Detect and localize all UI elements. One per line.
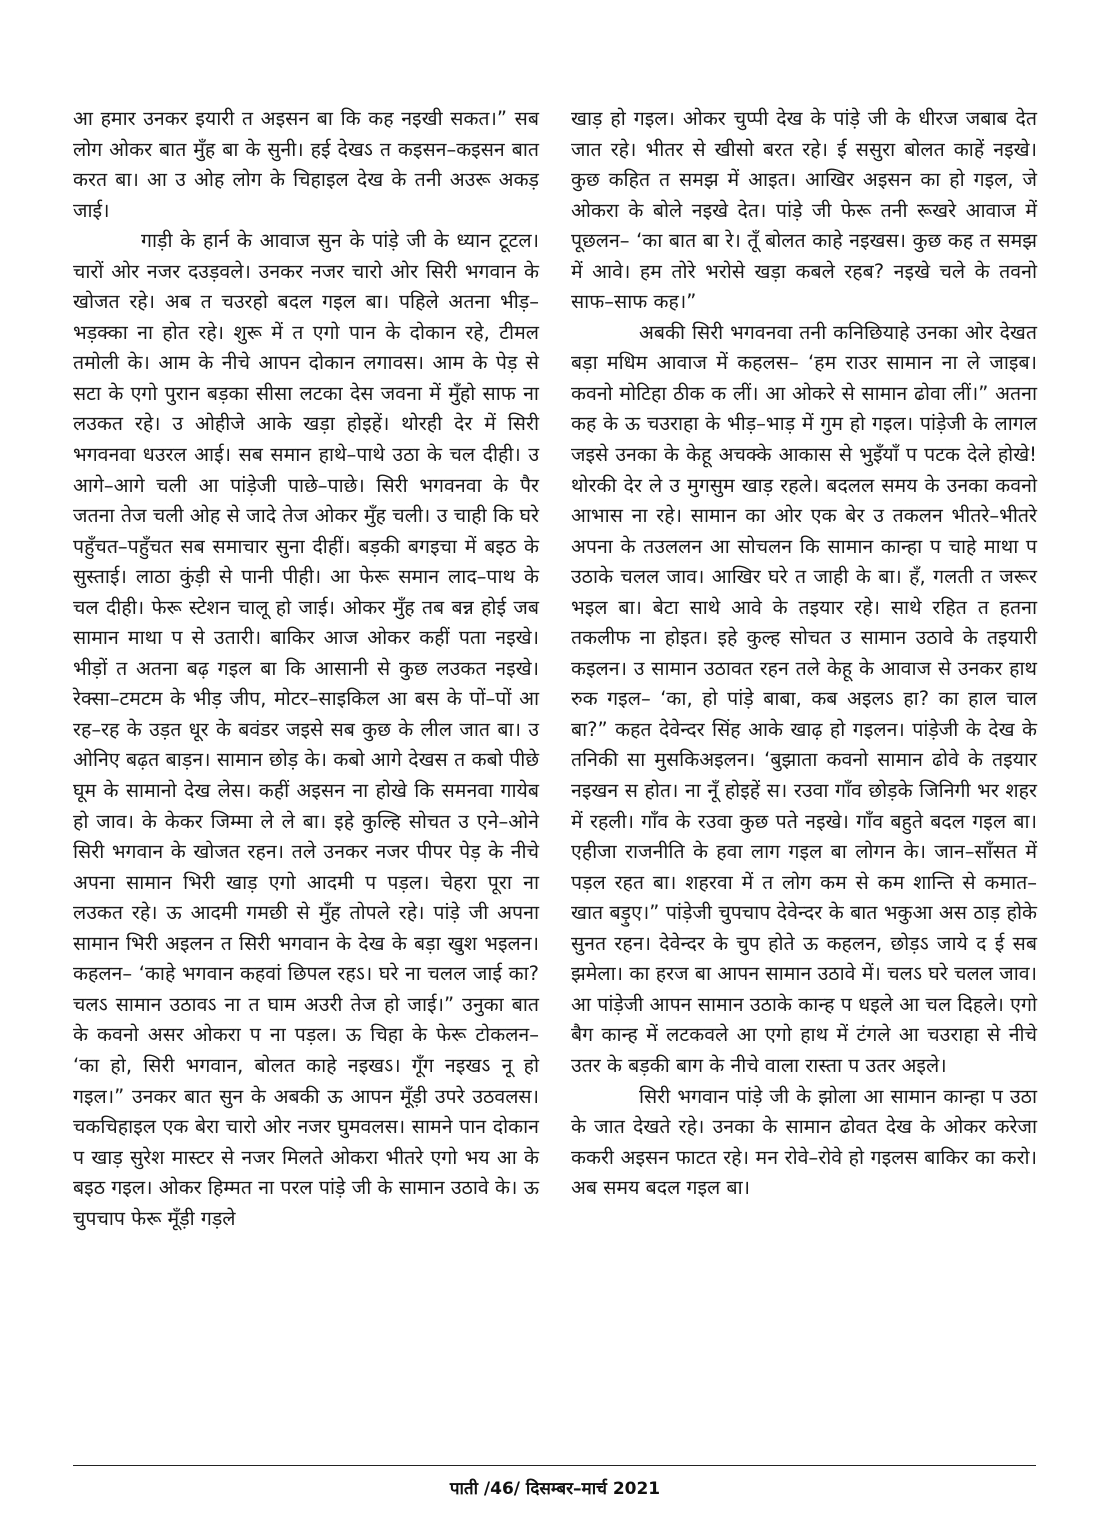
left-text-column (73, 104, 539, 1234)
paragraph: सिरी भगवान पांड़े जी के झोला आ सामान कान्हा प उठा के जात देखते रहे। उनका के सामान ढोवत देख के ओकर करेजा ककरी अइसन फाटत रहे। मन रोवे–रोवे हो गइलस बाकिर का करो। अब समय बदल गइल बा। (571, 1084, 1037, 1200)
paragraph: गाड़ी के हार्न के आवाज सुन के पांड़े जी के ध्यान टूटल। चारों ओर नजर दउड़वले। उनकर नजर चारो ओर सिरी भगवान के खोजत रहे। अब त चउरहो बदल गइल बा। पहिले अतना भीड़–भड़क्का ना होत रहे। शुरू में त एगो पान के दोकान रहे, टीमल तमोली के। आम के नीचे आपन दोकान लगावस। आम के पेड़ से सटा के एगो पुरान बड़का सीसा लटका देस जवना में मुँहो साफ ना लउकत रहे। उ ओहीजे आके खड़ा होइहें। थोरही देर में सिरी भगवनवा धउरल आई। सब समान हाथे–पाथे उठा के चल दीही। उ आगे–आगे चली आ पांड़ेजी पाछे–पाछे। सिरी भगवनवा के पैर जतना तेज चली ओह से जादे तेज ओकर मुँह चली। उ चाही कि घरे पहुँचत–पहुँचत सब समाचार सुना दीहीं। बड़की बगइचा में बइठ के सुस्ताई। लाठा कुंड़ी से पानी पीही। आ फेरू समान लाद–पाथ के चल दीही। फेरू स्टेशन चालू हो जाई। ओकर मुँह तब बन्न होई जब सामान माथा प से उतारी। बाकिर आज ओकर कहीं पता नइखे। भीड़ों त अतना बढ़ गइल बा कि आसानी से कुछ लउकत नइखे। रेक्सा–टमटम के भीड़ जीप, मोटर–साइकिल आ बस के पों–पों आ रह–रह के उड़त धूर के बवंडर जइसे सब कुछ के लील जात बा। उ ओनिए बढ़त बाड़न। सामान छोड़ के। कबो आगे देखस त कबो पीछे घूम के सामानो देख लेस। कहीं अइसन ना होखे कि समनवा गायेब हो जाव। के केकर जिम्मा ले ले बा। इहे कुल्हि सोचत उ एने–ओने सिरी भगवान के खोजत रहन। तले उनकर नजर पीपर पेड़ के नीचे अपना सामान भिरी खाड़ एगो आदमी प पड़ल। चेहरा पूरा ना लउकत रहे। ऊ आदमी गमछी से मुँह तोपले रहे। पांड़े जी अपना सामान भिरी अइलन त सिरी भगवान के देख के बड़ा खुश भइलन। कहलन– ‘काहे भगवान कहवां छिपल रहऽ। घरे ना चलल जाई का? चलऽ सामान उठावऽ ना त घाम अउरी तेज हो जाई।” उनुका बात के कवनो असर ओकरा प ना पड़ल। ऊ चिहा के फेरू टोकलन– ‘का हो, सिरी भगवान, बोलत काहे नइखऽ। गूँग नइखऽ नू हो गइल।” उनकर बात सुन के अबकी ऊ आपन मूँड़ी उपरे उठवलस। चकचिहाइल एक बेरा चारो ओर नजर घुमवलस। सामने पान दोकान प खाड़ सुरेश मास्टर से नजर मिलते ओकरा भीतरे एगो भय आ के बइठ गइल। ओकर हिम्मत ना परल पांड़े जी के सामान उठावे के। ऊ चुपचाप फेरू मूँड़ी गड़ले (73, 229, 539, 1230)
page-footer: पाती /46/ दिसम्बर–मार्च 2021 (449, 1479, 661, 1499)
paragraph: आ हमार उनकर इयारी त अइसन बा कि कह नइखी सकत।” सब लोग ओकर बात मुँह बा के सुनी। हई देखऽ त कइसन–कइसन बात करत बा। आ उ ओह लोग के चिहाइल देख के तनी अउरू अकड़ जाई। (73, 107, 539, 222)
paragraph: खाड़ हो गइल। ओकर चुप्पी देख के पांड़े जी के धीरज जबाब देत जात रहे। भीतर से खीसो बरत रहे। ई ससुरा बोलत काहें नइखे। कुछ कहित त समझ में आइत। आखिर अइसन का हो गइल, जे ओकरा के बोले नइखे देत। पांड़े जी फेरू तनी रूखरे आवाज में पूछलन– ‘का बात बा रे। तूँ बोलत काहे नइखस। कुछ कह त समझ में आवे। हम तोरे भरोसे खड़ा कबले रहब? नइखे चले के तवनो साफ–साफ कह।” (571, 107, 1037, 314)
footer-divider (73, 1465, 1036, 1466)
right-text-column (571, 104, 1037, 1204)
paragraph: अबकी सिरी भगवनवा तनी कनिछियाहे उनका ओर देखत बड़ा मधिम आवाज में कहलस– ‘हम राउर सामान ना ले जाइब। कवनो मोटिहा ठीक क लीं। आ ओकरे से सामान ढोवा लीं।” अतना कह के ऊ चउराहा के भीड़–भाड़ में गुम हो गइल। पांड़ेजी के लागल जइसे उनका के केहू अचक्के आकास से भुइँयाँ प पटक देले होखे! थोरकी देर ले उ मुगसुम खाड़ रहले। बदलल समय के उनका कवनो आभास ना रहे। सामान का ओर एक बेर उ तकलन भीतरे–भीतरे अपना के तउललन आ सोचलन कि सामान कान्हा प चाहे माथा प उठाके चलल जाव। आखिर घरे त जाही के बा। हँ, गलती त जरूर भइल बा। बेटा साथे आवे के तइयार रहे। साथे रहित त हतना तकलीफ ना होइत। इहे कुल्ह सोचत उ सामान उठावे के तइयारी कइलन। उ सामान उठावत रहन तले केहू के आवाज से उनकर हाथ रुक गइल– ‘का, हो पांड़े बाबा, कब अइलऽ हा? का हाल चाल बा?” कहत देवेन्दर सिंह आके खाढ़ हो गइलन। पांड़ेजी के देख के तनिकी सा मुसकिअइलन। ‘बुझाता कवनो सामान ढोवे के तइयार नइखन स होत। ना नूँ होइहें स। रउवा गाँव छोड़के जिनिगी भर शहर में रहली। गाँव के रउवा कुछ पते नइखे। गाँव बहुते बदल गइल बा। एहीजा राजनीति के हवा लाग गइल बा लोगन के। जान–साँसत में पड़ल रहत बा। शहरवा में त लोग कम से कम शान्ति से कमात–खात बड़ुए।” पांड़ेजी चुपचाप देवेन्दर के बात भकुआ अस ठाड़ होके सुनत रहन। देवेन्दर के चुप होते ऊ कहलन, छोड़ऽ जाये द ई सब झमेला। का हरज बा आपन सामान उठावे में। चलऽ घरे चलल जाव। आ पांड़ेजी आपन सामान उठाके कान्ह प धइले आ चल दिहले। एगो बैग कान्ह में लटकवले आ एगो हाथ में टंगले आ चउराहा से नीचे उतर के बड़की बाग के नीचे वाला रास्ता प उतर अइले। (571, 320, 1037, 1077)
